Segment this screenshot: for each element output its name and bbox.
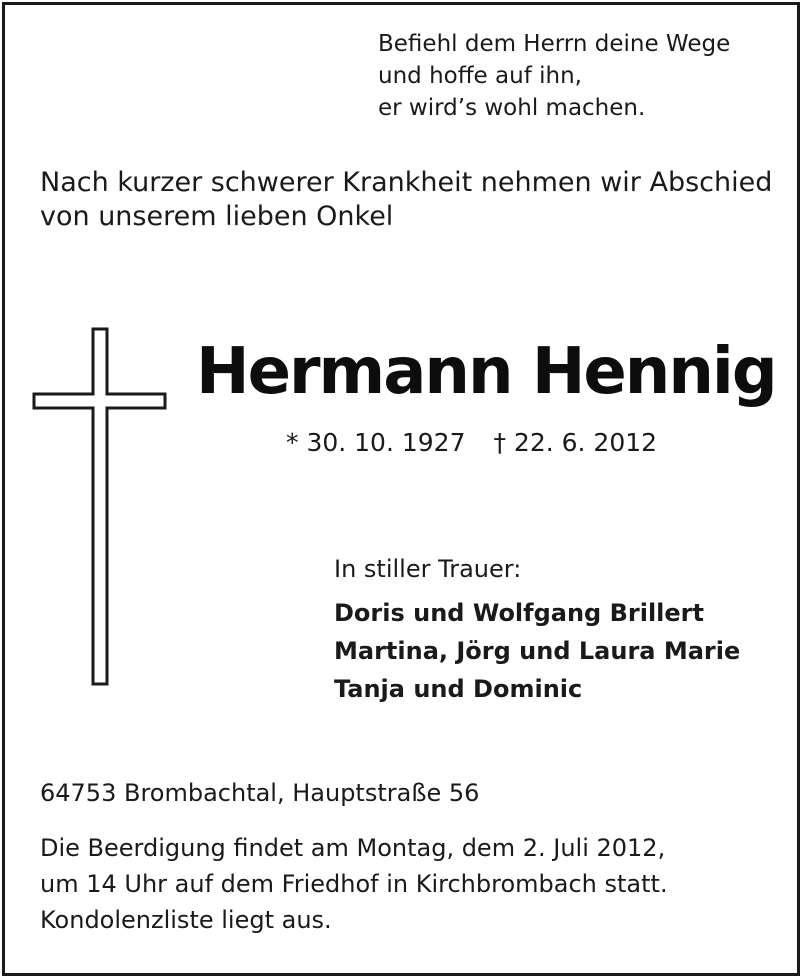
verse-line: und hoffe auf ihn,: [378, 63, 582, 89]
mourners-list: [334, 594, 740, 708]
mourning-label: In stiller Trauer:: [334, 555, 522, 583]
funeral-line: Kondolenzliste liegt aus.: [40, 906, 332, 934]
bible-verse: [378, 28, 730, 124]
intro-text: [40, 166, 772, 234]
cross-icon: [32, 327, 168, 687]
deceased-name: Hermann Hennig: [196, 335, 776, 409]
mourner-line: Tanja und Dominic: [334, 675, 583, 703]
mourner-line: Doris und Wolfgang Brillert: [334, 599, 704, 627]
death-date: † 22. 6. 2012: [493, 428, 658, 457]
life-dates: [286, 426, 657, 460]
mourner-line: Martina, Jörg und Laura Marie: [334, 637, 741, 665]
funeral-info: [40, 830, 668, 938]
address: 64753 Brombachtal, Hauptstraße 56: [40, 779, 480, 807]
intro-line: Nach kurzer schwerer Krankheit nehmen wir Abschied: [40, 167, 773, 198]
funeral-line: Die Beerdigung findet am Montag, dem 2. Juli 2012,: [40, 834, 666, 862]
verse-line: Befiehl dem Herrn deine Wege: [378, 31, 731, 57]
verse-line: er wird’s wohl machen.: [378, 95, 646, 121]
funeral-line: um 14 Uhr auf dem Friedhof in Kirchbrombach statt.: [40, 870, 668, 898]
intro-line: von unserem lieben Onkel: [40, 201, 394, 232]
birth-date: * 30. 10. 1927: [286, 428, 466, 457]
